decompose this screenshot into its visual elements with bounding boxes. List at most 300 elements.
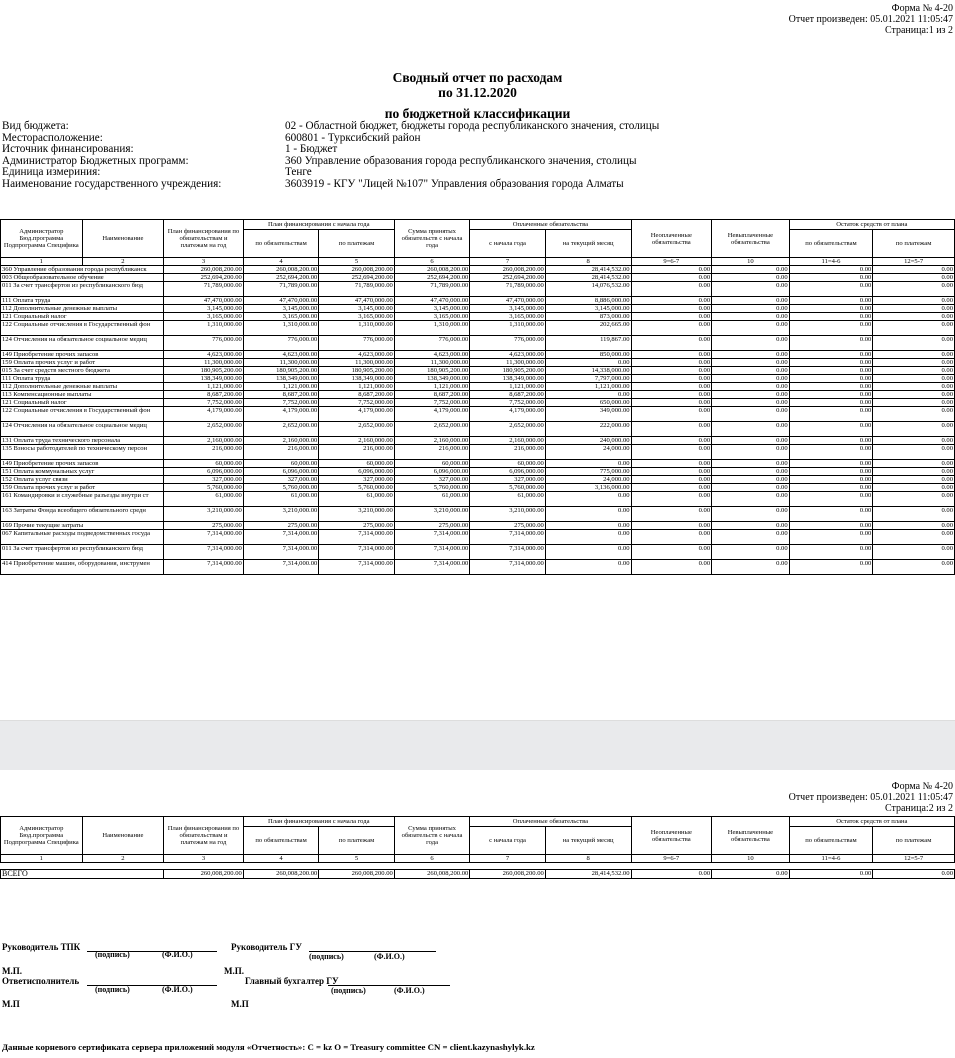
row-value: 0.00 xyxy=(712,359,790,367)
row-value: 850,000.00 xyxy=(545,351,631,359)
row-value: 1,310,000.00 xyxy=(243,321,319,336)
row-value: 252,694,200.00 xyxy=(394,274,470,282)
table-row xyxy=(1,522,955,530)
row-value: 0.00 xyxy=(631,336,712,351)
row-value: 47,470,000.00 xyxy=(394,297,470,305)
table-row xyxy=(1,422,955,437)
row-value: 3,145,000.00 xyxy=(470,305,546,313)
row-value: 3,165,000.00 xyxy=(470,313,546,321)
row-value: 0.00 xyxy=(631,297,712,305)
row-value: 776,000.00 xyxy=(243,336,319,351)
row-name: 161 Командировки и служебные разъезды внутри ст xyxy=(1,492,164,507)
row-value: 0.00 xyxy=(631,282,712,297)
table-row xyxy=(1,375,955,383)
metadata-value: 3603919 - КГУ "Лицей №107" Управления образования города Алматы xyxy=(285,177,624,190)
row-value: 0.00 xyxy=(789,399,873,407)
table-row xyxy=(1,321,955,336)
row-name: 169 Прочие текущие затраты xyxy=(1,522,164,530)
row-value: 0.00 xyxy=(789,468,873,476)
row-value: 4,179,000.00 xyxy=(319,407,395,422)
metadata-key: Вид бюджета: xyxy=(2,120,69,132)
column-index: 4 xyxy=(243,258,319,266)
table-row xyxy=(1,391,955,399)
row-name: 124 Отчисления на обязательное социальное медиц xyxy=(1,336,164,351)
row-value: 47,470,000.00 xyxy=(164,297,244,305)
row-value: 0.00 xyxy=(873,484,955,492)
row-value: 0.00 xyxy=(873,399,955,407)
row-value: 3,165,000.00 xyxy=(243,313,319,321)
row-value: 0.00 xyxy=(873,437,955,445)
row-value: 61,000.00 xyxy=(243,492,319,507)
table-row xyxy=(1,297,955,305)
row-value: 0.00 xyxy=(873,313,955,321)
total-row xyxy=(1,870,955,879)
signature-block xyxy=(2,942,602,1009)
row-value: 0.00 xyxy=(631,460,712,468)
row-name: 011 За счет трансфертов из республиканского бюд xyxy=(1,282,164,297)
row-name: 124 Отчисления на обязательное социальное медиц xyxy=(1,422,164,437)
column-header: по платежам xyxy=(873,230,955,258)
produced-timestamp: Отчет произведен: 05.01.2021 11:05:47 xyxy=(788,14,953,25)
expense-table xyxy=(0,219,955,575)
table-row xyxy=(1,313,955,321)
row-value: 138,349,000.00 xyxy=(394,375,470,383)
row-value: 7,314,000.00 xyxy=(319,560,395,575)
row-value: 0.00 xyxy=(712,445,790,460)
row-value: 11,300,000.00 xyxy=(243,359,319,367)
row-value: 0.00 xyxy=(631,274,712,282)
metadata-value: 02 - Областной бюджет, бюджеты города республиканского значения, столицы xyxy=(285,120,660,132)
row-value: 3,165,000.00 xyxy=(394,313,470,321)
row-value: 47,470,000.00 xyxy=(319,297,395,305)
row-value: 0.00 xyxy=(873,282,955,297)
row-value: 0.00 xyxy=(873,305,955,313)
row-name: 112 Дополнительные денежные выплаты xyxy=(1,383,164,391)
row-name: 360 Управление образования города республиканск xyxy=(1,266,164,274)
row-value: 0.00 xyxy=(789,476,873,484)
row-value: 4,623,000.00 xyxy=(243,351,319,359)
row-name: 163 Затраты Фонда всеобщего обязательного средн xyxy=(1,507,164,522)
column-header: на текущий месяц xyxy=(545,230,631,258)
head-tpk-label: Руководитель ТПК xyxy=(2,942,81,952)
form-number: Форма № 4-20 xyxy=(891,3,953,14)
column-index: 7 xyxy=(470,855,546,863)
row-value: 0.00 xyxy=(789,484,873,492)
row-name: 151 Оплата коммунальных услуг xyxy=(1,468,164,476)
page-number: Страница:1 из 2 xyxy=(884,25,953,36)
row-value: 3,210,000.00 xyxy=(394,507,470,522)
row-value: 0.00 xyxy=(712,476,790,484)
row-value: 222,000.00 xyxy=(545,422,631,437)
table-row xyxy=(1,560,955,575)
row-value: 0.00 xyxy=(873,560,955,575)
row-name: 015 За счет средств местного бюджета xyxy=(1,367,164,375)
column-header: по обязательствам xyxy=(243,230,319,258)
row-value: 216,000.00 xyxy=(394,445,470,460)
column-index: 2 xyxy=(82,258,164,266)
row-value: 1,121,000.00 xyxy=(243,383,319,391)
table-row xyxy=(1,266,955,274)
column-index: 12=5-7 xyxy=(873,855,955,863)
total-value: 0.00 xyxy=(631,870,712,879)
row-value: 776,000.00 xyxy=(164,336,244,351)
row-name: 159 Оплата прочих услуг и работ xyxy=(1,359,164,367)
row-value: 327,000.00 xyxy=(319,476,395,484)
row-value: 0.00 xyxy=(631,445,712,460)
row-value: 0.00 xyxy=(631,383,712,391)
row-value: 0.00 xyxy=(631,266,712,274)
row-value: 0.00 xyxy=(545,507,631,522)
row-value: 216,000.00 xyxy=(164,445,244,460)
column-index: 5 xyxy=(319,855,395,863)
row-value: 14,338,000.00 xyxy=(545,367,631,375)
column-header: Наименование xyxy=(82,220,164,258)
row-value: 14,076,532.00 xyxy=(545,282,631,297)
table-row xyxy=(1,305,955,313)
chief-accountant-label: Главный бухгалтер ГУ xyxy=(245,976,339,986)
metadata-row xyxy=(2,179,659,191)
row-value: 0.00 xyxy=(789,266,873,274)
row-value: 1,310,000.00 xyxy=(164,321,244,336)
row-value: 11,300,000.00 xyxy=(164,359,244,367)
row-value: 260,008,200.00 xyxy=(164,266,244,274)
metadata-key: Единица измериния: xyxy=(2,166,101,179)
row-value: 3,145,000.00 xyxy=(394,305,470,313)
row-value: 180,905,200.00 xyxy=(164,367,244,375)
table-row xyxy=(1,445,955,460)
column-index: 11=4-6 xyxy=(789,855,873,863)
row-value: 24,000.00 xyxy=(545,476,631,484)
row-value: 180,905,200.00 xyxy=(394,367,470,375)
row-name: 131 Оплата труда технического персонала xyxy=(1,437,164,445)
row-value: 252,694,200.00 xyxy=(319,274,395,282)
row-value: 0.00 xyxy=(712,336,790,351)
row-value: 24,000.00 xyxy=(545,445,631,460)
column-index: 3 xyxy=(164,258,244,266)
row-value: 7,752,000.00 xyxy=(470,399,546,407)
budget-metadata xyxy=(2,121,659,191)
row-value: 2,160,000.00 xyxy=(164,437,244,445)
column-index: 6 xyxy=(394,258,470,266)
column-group-header: Оплаченные обязательства xyxy=(470,817,631,827)
row-value: 71,789,000.00 xyxy=(470,282,546,297)
row-value: 275,000.00 xyxy=(319,522,395,530)
column-index: 1 xyxy=(1,855,83,863)
row-value: 0.00 xyxy=(789,305,873,313)
row-value: 0.00 xyxy=(712,492,790,507)
row-name: 152 Оплата услуг связи xyxy=(1,476,164,484)
row-name: 414 Приобретение машин, оборудования, инструмен xyxy=(1,560,164,575)
row-value: 4,623,000.00 xyxy=(394,351,470,359)
row-value: 0.00 xyxy=(712,321,790,336)
row-value: 0.00 xyxy=(631,560,712,575)
row-value: 260,008,200.00 xyxy=(394,266,470,274)
row-name: 135 Взносы работодателей по техническому персон xyxy=(1,445,164,460)
row-value: 6,096,000.00 xyxy=(394,468,470,476)
column-header: по обязательствам xyxy=(243,827,319,855)
column-index: 6 xyxy=(394,855,470,863)
row-value: 0.00 xyxy=(789,445,873,460)
row-value: 0.00 xyxy=(712,367,790,375)
column-index: 8 xyxy=(545,855,631,863)
row-value: 6,096,000.00 xyxy=(319,468,395,476)
row-value: 327,000.00 xyxy=(470,476,546,484)
table-row xyxy=(1,274,955,282)
total-table xyxy=(0,816,955,879)
row-value: 0.00 xyxy=(789,492,873,507)
row-value: 4,179,000.00 xyxy=(164,407,244,422)
fio-caption: (Ф.И.О.) xyxy=(374,952,405,961)
row-value: 61,000.00 xyxy=(164,492,244,507)
row-value: 6,096,000.00 xyxy=(164,468,244,476)
row-value: 8,687,200.00 xyxy=(243,391,319,399)
row-value: 11,300,000.00 xyxy=(470,359,546,367)
metadata-key: Месторасположение: xyxy=(2,131,103,144)
row-value: 5,760,000.00 xyxy=(394,484,470,492)
row-value: 5,760,000.00 xyxy=(470,484,546,492)
row-value: 327,000.00 xyxy=(164,476,244,484)
row-value: 0.00 xyxy=(545,492,631,507)
row-value: 0.00 xyxy=(631,359,712,367)
row-value: 0.00 xyxy=(631,391,712,399)
row-value: 202,665.00 xyxy=(545,321,631,336)
row-value: 3,145,000.00 xyxy=(243,305,319,313)
spacer xyxy=(1,863,955,870)
row-value: 0.00 xyxy=(631,468,712,476)
row-value: 0.00 xyxy=(789,313,873,321)
row-value: 260,008,200.00 xyxy=(243,266,319,274)
column-index: 11=4-6 xyxy=(789,258,873,266)
column-index: 1 xyxy=(1,258,83,266)
total-value: 260,008,200.00 xyxy=(319,870,395,879)
row-value: 60,000.00 xyxy=(394,460,470,468)
column-group-header: Остаток средств от плана xyxy=(789,817,954,827)
row-value: 0.00 xyxy=(873,522,955,530)
row-value: 349,000.00 xyxy=(545,407,631,422)
table-row xyxy=(1,492,955,507)
row-value: 5,760,000.00 xyxy=(319,484,395,492)
row-value: 7,314,000.00 xyxy=(243,560,319,575)
metadata-value: 600801 - Турксибский район xyxy=(285,131,421,144)
row-value: 0.00 xyxy=(545,560,631,575)
row-value: 0.00 xyxy=(873,507,955,522)
row-value: 71,789,000.00 xyxy=(243,282,319,297)
row-value: 0.00 xyxy=(712,391,790,399)
metadata-value: 1 - Бюджет xyxy=(285,143,338,156)
page-separator xyxy=(0,720,955,772)
stamp-label: М.П xyxy=(231,999,249,1009)
row-name: 111 Оплата труда xyxy=(1,375,164,383)
produced-timestamp: Отчет произведен: 05.01.2021 11:05:47 xyxy=(788,792,953,803)
row-value: 775,000.00 xyxy=(545,468,631,476)
row-value: 0.00 xyxy=(712,383,790,391)
row-value: 7,314,000.00 xyxy=(243,545,319,560)
row-value: 3,210,000.00 xyxy=(470,507,546,522)
row-name: 011 За счет трансфертов из республиканского бюд xyxy=(1,545,164,560)
table-row xyxy=(1,468,955,476)
column-index: 10 xyxy=(712,258,790,266)
row-value: 7,314,000.00 xyxy=(164,530,244,545)
row-value: 180,905,200.00 xyxy=(319,367,395,375)
row-name: 111 Оплата труда xyxy=(1,297,164,305)
row-value: 0.00 xyxy=(789,336,873,351)
metadata-row xyxy=(2,121,659,133)
row-value: 0.00 xyxy=(789,522,873,530)
row-value: 0.00 xyxy=(789,359,873,367)
column-header: Сумма принятых обязательств с начала года xyxy=(394,220,470,258)
row-value: 0.00 xyxy=(545,522,631,530)
row-value: 28,414,532.00 xyxy=(545,274,631,282)
row-value: 0.00 xyxy=(789,507,873,522)
total-value: 260,008,200.00 xyxy=(164,870,244,879)
stamp-label: М.П xyxy=(2,999,20,1009)
row-value: 5,760,000.00 xyxy=(164,484,244,492)
column-header: Наименование xyxy=(82,817,164,855)
row-value: 0.00 xyxy=(545,359,631,367)
column-header: План финансирования по обязательствам и платежам на год xyxy=(164,220,244,258)
row-value: 7,314,000.00 xyxy=(243,530,319,545)
row-value: 4,179,000.00 xyxy=(243,407,319,422)
row-value: 0.00 xyxy=(631,476,712,484)
column-header: с начала года xyxy=(470,230,546,258)
row-value: 0.00 xyxy=(873,530,955,545)
row-value: 7,314,000.00 xyxy=(164,545,244,560)
column-header: с начала года xyxy=(470,827,546,855)
row-value: 0.00 xyxy=(789,367,873,375)
row-value: 260,008,200.00 xyxy=(319,266,395,274)
row-value: 61,000.00 xyxy=(394,492,470,507)
row-value: 0.00 xyxy=(873,468,955,476)
row-value: 60,000.00 xyxy=(470,460,546,468)
row-value: 0.00 xyxy=(712,545,790,560)
total-value: 0.00 xyxy=(789,870,873,879)
head-gu-label: Руководитель ГУ xyxy=(231,942,302,952)
row-value: 47,470,000.00 xyxy=(243,297,319,305)
row-value: 61,000.00 xyxy=(319,492,395,507)
report-date: по 31.12.2020 xyxy=(438,85,517,100)
row-value: 7,314,000.00 xyxy=(319,545,395,560)
row-value: 0.00 xyxy=(789,297,873,305)
row-value: 0.00 xyxy=(631,313,712,321)
row-value: 11,300,000.00 xyxy=(394,359,470,367)
column-header: Невыплаченные обязательства xyxy=(712,220,790,258)
row-value: 252,694,200.00 xyxy=(164,274,244,282)
column-index: 3 xyxy=(164,855,244,863)
row-value: 0.00 xyxy=(545,530,631,545)
row-value: 0.00 xyxy=(631,399,712,407)
row-value: 0.00 xyxy=(873,266,955,274)
row-value: 0.00 xyxy=(712,530,790,545)
row-value: 252,694,200.00 xyxy=(470,274,546,282)
row-value: 61,000.00 xyxy=(470,492,546,507)
row-value: 2,652,000.00 xyxy=(394,422,470,437)
row-value: 0.00 xyxy=(789,437,873,445)
row-value: 275,000.00 xyxy=(243,522,319,530)
report-subtitle: по бюджетной классификации xyxy=(384,106,571,121)
row-value: 0.00 xyxy=(545,391,631,399)
row-value: 0.00 xyxy=(789,351,873,359)
row-value: 216,000.00 xyxy=(470,445,546,460)
row-value: 0.00 xyxy=(712,460,790,468)
row-name: 159 Оплата прочих услуг и работ xyxy=(1,484,164,492)
row-value: 7,752,000.00 xyxy=(319,399,395,407)
row-value: 0.00 xyxy=(631,407,712,422)
row-value: 138,349,000.00 xyxy=(164,375,244,383)
row-value: 0.00 xyxy=(873,407,955,422)
row-name: 112 Дополнительные денежные выплаты xyxy=(1,305,164,313)
row-value: 2,160,000.00 xyxy=(243,437,319,445)
table-row xyxy=(1,437,955,445)
row-value: 0.00 xyxy=(631,507,712,522)
row-value: 0.00 xyxy=(789,545,873,560)
row-value: 0.00 xyxy=(873,274,955,282)
row-value: 776,000.00 xyxy=(470,336,546,351)
row-value: 0.00 xyxy=(631,437,712,445)
row-value: 28,414,532.00 xyxy=(545,266,631,274)
row-value: 2,160,000.00 xyxy=(319,437,395,445)
row-value: 0.00 xyxy=(789,422,873,437)
row-name: 121 Социальный налог xyxy=(1,313,164,321)
stamp-label: М.П. xyxy=(224,966,244,976)
row-value: 2,160,000.00 xyxy=(394,437,470,445)
table-row xyxy=(1,407,955,422)
row-value: 6,096,000.00 xyxy=(243,468,319,476)
row-value: 327,000.00 xyxy=(394,476,470,484)
total-value: 0.00 xyxy=(873,870,955,879)
column-index: 9=6-7 xyxy=(631,258,712,266)
row-value: 60,000.00 xyxy=(164,460,244,468)
fio-caption: (Ф.И.О.) xyxy=(162,950,193,959)
table-row xyxy=(1,460,955,468)
row-value: 6,096,000.00 xyxy=(470,468,546,476)
column-header: Администратор Бюд.программа Подпрограмма Специфика xyxy=(1,220,83,258)
row-value: 0.00 xyxy=(631,545,712,560)
row-value: 4,179,000.00 xyxy=(470,407,546,422)
row-value: 0.00 xyxy=(631,422,712,437)
column-group-header: Оплаченные обязательства xyxy=(470,220,631,230)
table-row xyxy=(1,399,955,407)
row-name: 121 Социальный налог xyxy=(1,399,164,407)
row-value: 0.00 xyxy=(712,274,790,282)
row-value: 0.00 xyxy=(789,282,873,297)
row-value: 252,694,200.00 xyxy=(243,274,319,282)
column-group-header: План финансирования с начала года xyxy=(243,817,394,827)
row-value: 11,300,000.00 xyxy=(319,359,395,367)
row-value: 0.00 xyxy=(712,437,790,445)
row-value: 0.00 xyxy=(873,375,955,383)
row-value: 7,752,000.00 xyxy=(243,399,319,407)
row-value: 0.00 xyxy=(631,375,712,383)
column-header: по платежам xyxy=(319,827,395,855)
total-value: 0.00 xyxy=(712,870,790,879)
row-value: 0.00 xyxy=(873,336,955,351)
fio-caption: (Ф.И.О.) xyxy=(394,986,425,995)
row-value: 0.00 xyxy=(712,305,790,313)
row-name: 122 Социальные отчисления в Государственный фон xyxy=(1,407,164,422)
row-value: 7,314,000.00 xyxy=(319,530,395,545)
total-value: 28,414,532.00 xyxy=(545,870,631,879)
column-header: по платежам xyxy=(319,230,395,258)
row-value: 0.00 xyxy=(789,391,873,399)
column-group-header: Остаток средств от плана xyxy=(789,220,954,230)
column-index: 8 xyxy=(545,258,631,266)
metadata-row xyxy=(2,156,659,168)
row-name: 149 Приобретение прочих запасов xyxy=(1,460,164,468)
page-header-info xyxy=(789,781,953,814)
row-value: 0.00 xyxy=(873,545,955,560)
row-value: 1,121,000.00 xyxy=(394,383,470,391)
row-value: 0.00 xyxy=(712,282,790,297)
